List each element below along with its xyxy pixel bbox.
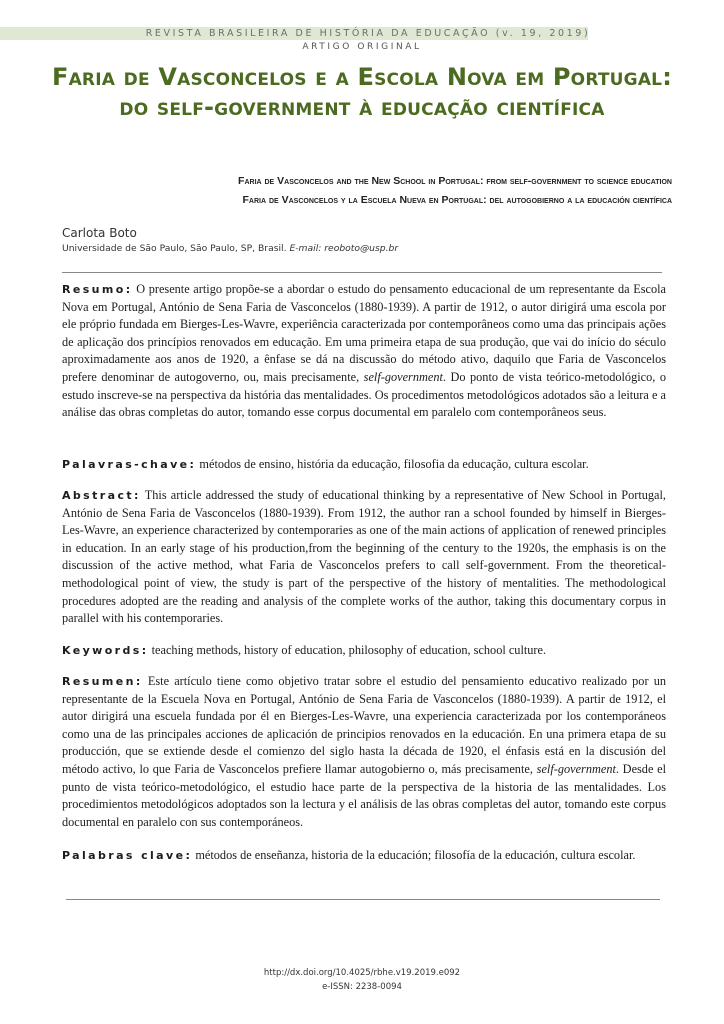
resumen-text-1: Este artículo tiene como objetivo tratar sobre el estudio del pensamiento educativo realizado por un representante de la Escuela Nova en Portugal, António de Sena Faria de Vasconcelos (1880-1939). A partir de 1912, el autor dirigirá una escuela fundada por él en Bierges-Les-Wavre, una experiencia caracterizada por los contemporáneos como una de las principales acciones de aplicación de principios renovados en la educación. En una primera etapa de su producción, que se extiende desde el comienzo del siglo hasta la década de 1920, el énfasis está en la discusión del método activo, lo que Faria de Vasconcelos prefiere llamar autogobierno o, más precisamente,	[62, 674, 667, 776]
palabras-clave-text: métodos de enseñanza, historia de la educación; filosofía de la educación, cultura escolar.	[195, 848, 636, 862]
palabras-clave-label: Palabras clave	[62, 849, 186, 862]
author-name: Carlota Boto	[62, 226, 137, 240]
subtitle-spanish: Faria de Vasconcelos y la Escuela Nueva en Portugal: del autogobierno a la educación científica	[242, 194, 672, 206]
bottom-divider	[66, 899, 660, 900]
article-title: Faria de Vasconcelos e a Escola Nova em Portugal: do self-government à educação científica	[51, 63, 673, 121]
palavras-chave-text: métodos de ensino, história da educação, filosofia da educação, cultura escolar.	[199, 457, 589, 471]
email-label: E-mail:	[289, 243, 322, 254]
palabras-clave-paragraph: Palabras clave: métodos de enseñanza, historia de la educación; filosofía de la educación, cultura escolar.	[62, 848, 636, 862]
resumen-label: Resumen	[62, 675, 136, 688]
issn-number: e-ISSN: 2238-0094	[322, 982, 402, 992]
resumo-text-1: O presente artigo propõe-se a abordar o estudo do pensamento educacional de um representante da Escola Nova em Portugal, António de Sena Faria de Vasconcelos (1880-1939). A partir de 1912, o autor dirigirá uma escola por ele próprio fundada em Bierges-Les-Wavre, experiência caracterizada por contemporâneos como uma das principais ações de aplicação dos princípios renovados em educação. Em uma primeira etapa de sua produção, que vai do início do século aproximadamente aos anos de 1920, a ênfase se dá na discussão do método ativo, daquilo que Faria de Vasconcelos prefere denominar de autogoverno, ou, mais precisamente,	[62, 282, 666, 384]
abstract-label: Abstract	[62, 489, 135, 502]
resumo-paragraph: Resumo: O presente artigo propõe-se a abordar o estudo do pensamento educacional de um representante da Escola Nova em Portugal, António de Sena Faria de Vasconcelos (1880-1939). A partir de 1912, o autor dirigirá uma escola por ele próprio fundada em Bierges-Les-Wavre, experiência caracterizada por contemporâneos como uma das principais ações de aplicação dos princípios renovados em educação. Em uma primeira etapa de sua produção, que vai do início do século aproximadamente aos anos de 1920, a ênfase se dá na discussão do método ativo, daquilo que Faria de Vasconcelos prefere denominar de autogoverno, ou, mais precisamente, self-government. Do ponto de vista teórico-metodológico, o estudo inscreve-se na perspectiva da história das mentalidades. Os procedimentos metodológicos adotados são a leitura e a análise das obras completas do autor, tomando esse corpus documental em paralelo com contemporâneos seus.	[62, 282, 666, 420]
resumen-paragraph: Resumen: Este artículo tiene como objetivo tratar sobre el estudio del pensamiento educativo realizado por un representante de la Escuela Nova en Portugal, António de Sena Faria de Vasconcelos (1880-1939). A partir de 1912, el autor dirigirá una escuela fundada por él en Bierges-Les-Wavre, una experiencia caracterizada por los contemporáneos como una de las principales acciones de aplicación de principios renovados en la educación. En una primera etapa de su producción, que se extiende desde el comienzo del siglo hasta la década de 1920, el énfasis está en la discusión del método activo, lo que Faria de Vasconcelos prefiere llamar autogobierno o, más precisamente, self-government. Desde el punto de vista teórico-metodológico, el estudio hace parte de la perspectiva de la historia de las mentalidades. Los procedimientos metodológicos adoptados son la lectura y el análisis de las obras completas del autor, tomando este corpus documental en paralelo con sus contemporáneos.	[62, 674, 667, 829]
affiliation-text: Universidade de São Paulo, São Paulo, SP, Brasil.	[62, 243, 287, 254]
palavras-chave-label: Palavras-chave	[62, 458, 190, 471]
palavras-chave-paragraph: Palavras-chave: métodos de ensino, história da educação, filosofia da educação, cultura escolar.	[62, 457, 589, 471]
abstract-text: This article addressed the study of educational thinking by a representative of New School in Portugal, António de Sena Faria de Vasconcelos (1880-1939). From 1912, the author ran a school founded by himself in Bierges-Les-Wavre, an experience characterized by contemporaries as one of the main actions of application of renewed principles in education. In an early stage of his production,from the beginning of the century to the 1920s, the emphasis is on the discussion of the active method, what Faria de Vasconcelos prefers to call self-government. From the theoretical-methodological point of view, the study is part of the perspective of the history of mentalities. The methodological procedures adopted are the reading and analysis of the complete works of the author, taking this documentary corpus in parallel with his contemporaries.	[62, 488, 667, 626]
keywords-text: teaching methods, history of education, philosophy of education, school culture.	[151, 643, 547, 657]
keywords-paragraph: Keywords: teaching methods, history of education, philosophy of education, school culture.	[62, 643, 547, 657]
subtitle-english: Faria de Vasconcelos and the New School in Portugal: from self-government to science education	[238, 175, 672, 187]
resumen-italic: self-government	[536, 761, 616, 776]
journal-name: REVISTA BRASILEIRA DE HISTÓRIA DA EDUCAÇÃO (v. 19, 2019)	[145, 28, 591, 39]
resumen-text-2: . Desde el punto de vista teórico-metodológico, el estudio hace parte de la perspectiva de la historia de las mentalidades. Los procedimientos metodológicos adoptados son la lectura y el análisis de las obras completas del autor, tomando este corpus documental en paralelo con sus contemporáneos.	[62, 761, 667, 829]
abstract-paragraph: Abstract: This article addressed the study of educational thinking by a representative of New School in Portugal, António de Sena Faria de Vasconcelos (1880-1939). From 1912, the author ran a school founded by himself in Bierges-Les-Wavre, an experience characterized by contemporaries as one of the main actions of application of renewed principles in education. In an early stage of his production,from the beginning of the century to the 1920s, the emphasis is on the discussion of the active method, what Faria de Vasconcelos prefers to call self-government. From the theoretical-methodological point of view, the study is part of the perspective of the history of mentalities. The methodological procedures adopted are the reading and analysis of the complete works of the author, taking this documentary corpus in parallel with his contemporaries.	[62, 488, 667, 626]
resumo-italic: self-government	[363, 369, 443, 384]
article-type: ARTIGO ORIGINAL	[302, 42, 422, 52]
keywords-label: Keywords	[62, 644, 142, 657]
doi-link[interactable]: http://dx.doi.org/10.4025/rbhe.v19.2019.e092	[263, 968, 461, 978]
top-divider	[62, 272, 662, 273]
author-email-link[interactable]: reoboto@usp.br	[324, 243, 399, 254]
author-affiliation	[62, 243, 398, 254]
resumo-text-2: . Do ponto de vista teórico-metodológico, o estudo inscreve-se na perspectiva da história das mentalidades. Os procedimentos metodológicos adotados são a leitura e a análise das obras completas do autor, tomando esse corpus documental em paralelo com contemporâneos seus.	[62, 369, 666, 420]
resumo-label: Resumo	[62, 283, 126, 296]
